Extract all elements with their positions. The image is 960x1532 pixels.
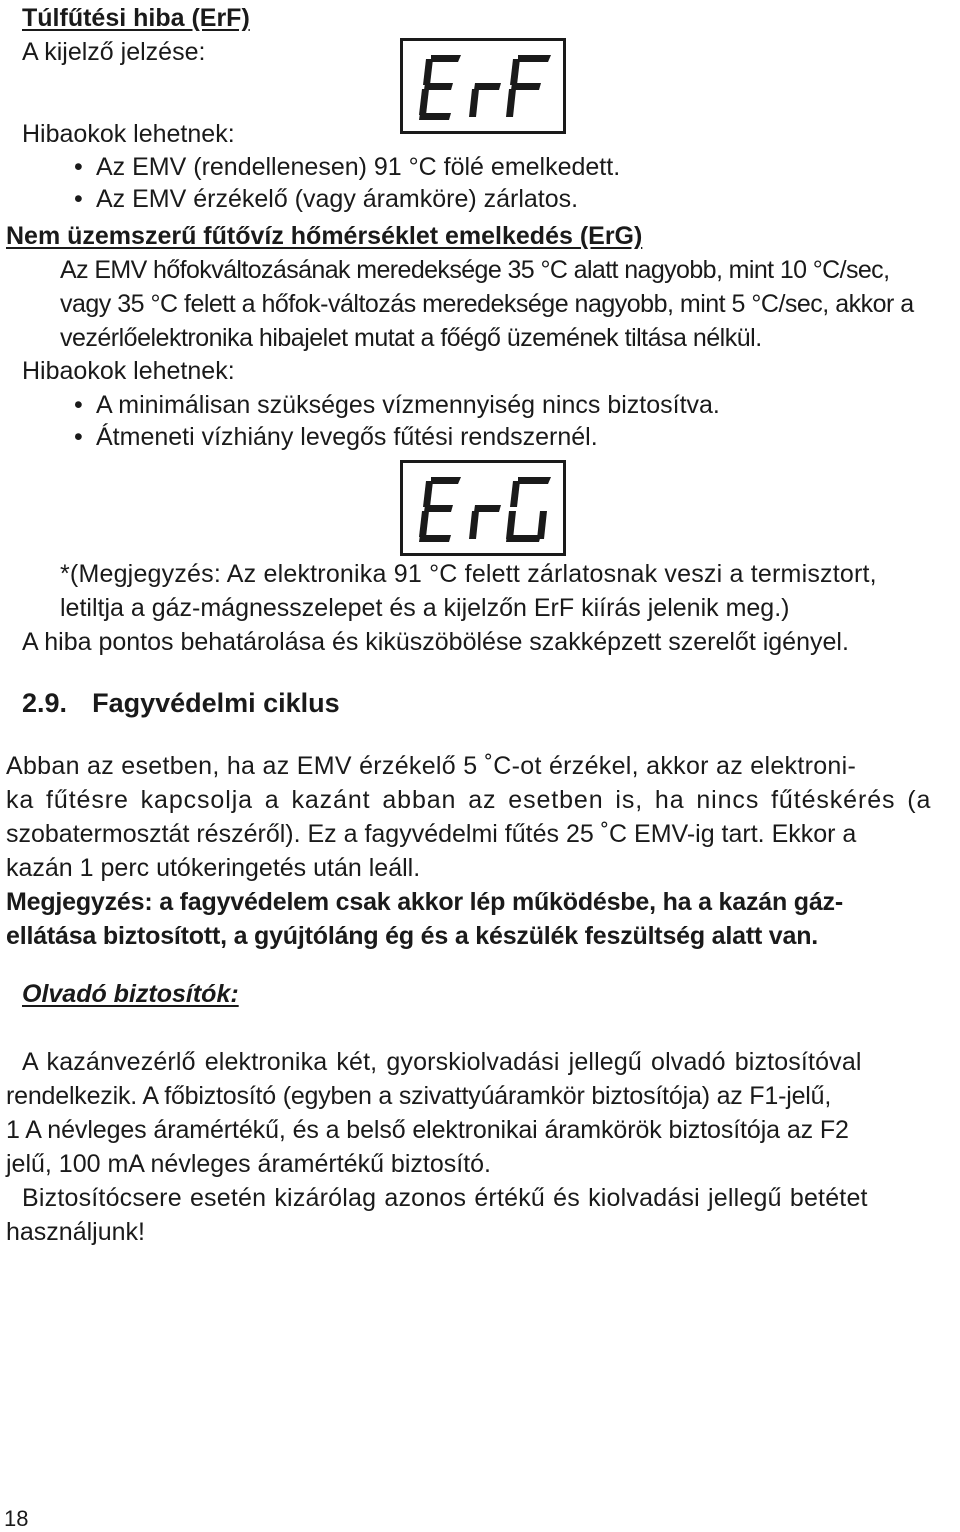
erg-description-line: vagy 35 °C felett a hőfok-változás meredeksége nagyobb, mint 5 °C/sec, akkor a bbox=[60, 290, 914, 318]
erf-display-label: A kijelző jelzése: bbox=[22, 38, 206, 66]
erg-description-line: vezérlőelektronika hibajelet mutat a főégő üzemének tiltása nélkül. bbox=[60, 324, 762, 352]
erg-note-line: *(Megjegyzés: Az elektronika 91 °C felett zárlatosnak veszi a termisztort, bbox=[60, 560, 877, 588]
frost-paragraph-line: ka fűtésre kapcsolja a kazánt abban az esetben is, ha nincs fűtéskérés (a bbox=[6, 786, 932, 814]
fuses-paragraph-line: jelű, 100 mA névleges áramértékű biztosító. bbox=[6, 1150, 491, 1178]
frost-note-line: ellátása biztosított, a gyújtóláng ég és a készülék feszültség alatt van. bbox=[6, 922, 819, 950]
frost-paragraph-line: Abban az esetben, ha az EMV érzékelő 5 ˚C-ot érzékel, akkor az elektroni- bbox=[6, 752, 857, 780]
erg-lcd-glyphs bbox=[403, 463, 563, 553]
erg-cause-item: • A minimálisan szükséges vízmennyiség nincs biztosítva. bbox=[74, 391, 720, 419]
erg-note-line: letiltja a gáz-mágnesszelepet és a kijelzőn ErF kiírás jelenik meg.) bbox=[60, 594, 790, 622]
frost-heading bbox=[22, 686, 340, 720]
fuses-paragraph-line: A kazánvezérlő elektronika két, gyorskiolvadási jellegű olvadó biztosítóval bbox=[22, 1048, 862, 1076]
fuses-heading: Olvadó biztosítók: bbox=[22, 980, 239, 1008]
fuses-paragraph2-line: Biztosítócsere esetén kizárólag azonos értékű és kiolvadási jellegű betétet bbox=[22, 1184, 868, 1212]
erf-causes-heading: Hibaokok lehetnek: bbox=[22, 120, 235, 148]
fuses-paragraph-line: 1 A névleges áramértékű, és a belső elektronikai áramkörök biztosítója az F2 bbox=[6, 1116, 849, 1144]
frost-section-title: Fagyvédelmi ciklus bbox=[92, 688, 340, 718]
frost-paragraph-line: kazán 1 perc utókeringetés után leáll. bbox=[6, 854, 421, 882]
erg-lcd-display bbox=[400, 460, 566, 556]
erf-heading: Túlfűtési hiba (ErF) bbox=[22, 4, 250, 32]
fuses-paragraph2-line: használjunk! bbox=[6, 1218, 145, 1246]
frost-paragraph-line: szobatermosztát részéről). Ez a fagyvédelmi fűtés 25 ˚C EMV-ig tart. Ekkor a bbox=[6, 820, 857, 848]
erg-heading: Nem üzemszerű fűtővíz hőmérséklet emelkedés (ErG) bbox=[6, 222, 643, 250]
erg-description-line: Az EMV hőfokváltozásának meredeksége 35 °C alatt nagyobb, mint 10 °C/sec, bbox=[60, 256, 890, 284]
erf-cause-item: • Az EMV érzékelő (vagy áramköre) zárlatos. bbox=[74, 185, 579, 213]
erg-closing: A hiba pontos behatárolása és kiküszöbölése szakképzett szerelőt igényel. bbox=[22, 628, 849, 656]
page-number: 18 bbox=[4, 1506, 29, 1531]
erg-causes-heading: Hibaokok lehetnek: bbox=[22, 357, 235, 385]
erg-cause-item: • Átmeneti vízhiány levegős fűtési rendszernél. bbox=[74, 423, 598, 451]
erf-cause-item: • Az EMV (rendellenesen) 91 °C fölé emelkedett. bbox=[74, 153, 621, 181]
erf-lcd-glyphs bbox=[403, 41, 563, 131]
erf-lcd-display bbox=[400, 38, 566, 134]
frost-section-number: 2.9. bbox=[22, 688, 68, 718]
fuses-paragraph-line: rendelkezik. A főbiztosító (egyben a szivattyúáramkör biztosítója) az F1-jelű, bbox=[6, 1082, 832, 1110]
frost-note-line: Megjegyzés: a fagyvédelem csak akkor lép működésbe, ha a kazán gáz- bbox=[6, 888, 843, 916]
